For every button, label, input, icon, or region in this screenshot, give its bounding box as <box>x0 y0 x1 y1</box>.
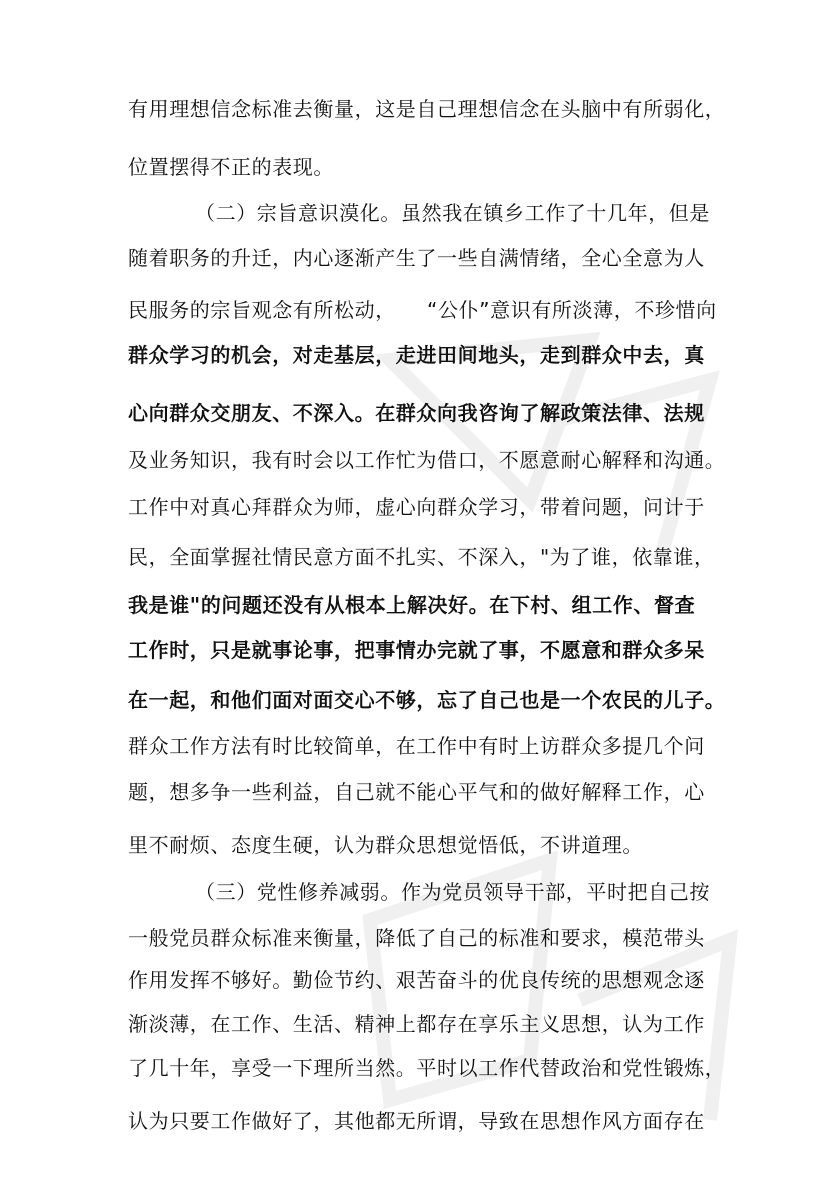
text-line: 了几十年，享受一下理所当然。平时以工作代替政治和党性锻炼， <box>128 1056 726 1080</box>
text-line: 民，全面掌握社情民意方面不扎实、不深入，"为了谁，依靠谁， <box>128 545 715 569</box>
text-line: 心向群众交朋友、不深入。在群众向我咨询了解政策法律、法规 <box>128 401 705 425</box>
text-line: 渐淡薄，在工作、生活、精神上都存在享乐主义思想，认为工作 <box>128 1012 705 1036</box>
text-line: 认为只要工作做好了，其他都无所谓，导致在思想作风方面存在 <box>128 1109 705 1133</box>
text-line: 随着职务的升迁，内心逐渐产生了一些自满情绪，全心全意为人 <box>128 246 705 270</box>
text-line: 作用发挥不够好。勤俭节约、艰苦奋斗的优良传统的思想观念逐 <box>128 968 705 992</box>
text-line: 有用理想信念标准去衡量，这是自己理想信念在头脑中有所弱化， <box>128 97 726 121</box>
text-line: 民服务的宗旨观念有所松动， “公仆”意识有所淡薄，不珍惜向 <box>128 298 717 322</box>
text-line: 在一起，和他们面对面交心不够，忘了自己也是一个农民的儿子。 <box>128 688 726 712</box>
text-line: 工作中对真心拜群众为师，虚心向群众学习，带着问题，问计于 <box>128 495 705 519</box>
text-line: 一般党员群众标准来衡量，降低了自己的标准和要求，模范带头 <box>128 926 705 950</box>
text-line: 群众工作方法有时比较简单，在工作中有时上访群众多提几个问 <box>128 734 705 758</box>
text-line: 及业务知识，我有时会以工作忙为借口，不愿意耐心解释和沟通。 <box>128 448 726 472</box>
text-line: 工作时，只是就事论事，把事情办完就了事，不愿意和群众多呆 <box>128 638 705 662</box>
text-line: （二）宗旨意识漠化。虽然我在镇乡工作了十几年，但是 <box>195 201 710 225</box>
text-line: 群众学习的机会，对走基层，走进田间地头，走到群众中去，真 <box>128 343 705 367</box>
text-line: 题，想多争一些利益，自己就不能心平气和的做好解释工作，心 <box>128 780 705 804</box>
text-line: （三）党性修养减弱。作为党员领导干部，平时把自己按 <box>195 880 710 904</box>
text-line: 里不耐烦、态度生硬，认为群众思想觉悟低，不讲道理。 <box>128 833 643 857</box>
text-line: 我是谁"的问题还没有从根本上解决好。在下村、组工作、督查 <box>128 593 696 617</box>
text-line: 位置摆得不正的表现。 <box>128 155 334 179</box>
